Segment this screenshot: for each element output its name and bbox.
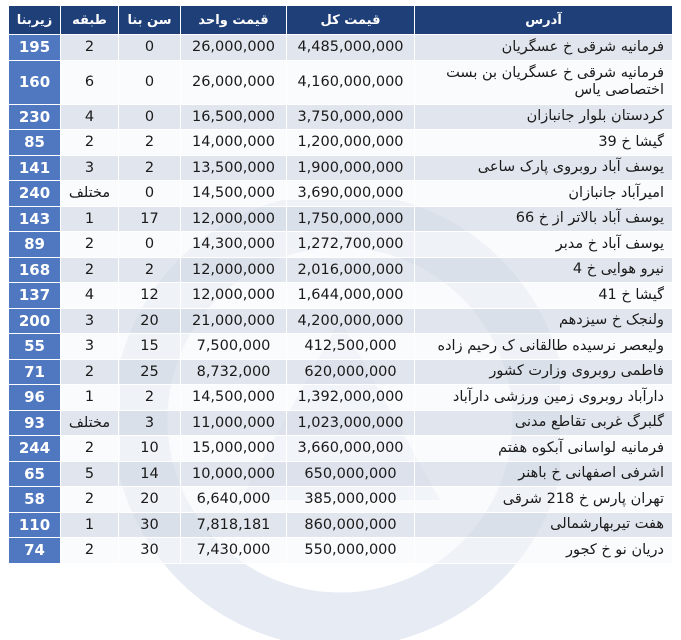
cell-floor: 2 bbox=[61, 538, 119, 564]
cell-area: 96 bbox=[9, 385, 61, 411]
header-area: زیربنا bbox=[9, 6, 61, 35]
cell-address: فرمانیه لواسانی آبکوه هفتم bbox=[415, 436, 673, 462]
cell-area: 71 bbox=[9, 359, 61, 385]
cell-unit-price: 6,640,000 bbox=[181, 487, 287, 513]
cell-age: 10 bbox=[119, 436, 181, 462]
cell-unit-price: 14,000,000 bbox=[181, 130, 287, 156]
cell-unit-price: 26,000,000 bbox=[181, 60, 287, 104]
cell-floor: 2 bbox=[61, 359, 119, 385]
cell-address: نیرو هوایی خ 4 bbox=[415, 257, 673, 283]
cell-unit-price: 16,500,000 bbox=[181, 104, 287, 130]
cell-unit-price: 12,000,000 bbox=[181, 283, 287, 309]
cell-area: 55 bbox=[9, 334, 61, 360]
cell-address: امیرآباد جانبازان bbox=[415, 181, 673, 207]
cell-age: 17 bbox=[119, 206, 181, 232]
cell-total-price: 4,485,000,000 bbox=[287, 35, 415, 61]
cell-address: تهران پارس خ 218 شرقی bbox=[415, 487, 673, 513]
cell-age: 15 bbox=[119, 334, 181, 360]
cell-age: 20 bbox=[119, 308, 181, 334]
table-row bbox=[9, 385, 673, 411]
cell-area: 200 bbox=[9, 308, 61, 334]
cell-floor: 5 bbox=[61, 461, 119, 487]
cell-floor: 2 bbox=[61, 232, 119, 258]
table-body bbox=[9, 35, 673, 564]
cell-floor: 3 bbox=[61, 155, 119, 181]
table-row bbox=[9, 35, 673, 61]
cell-total-price: 412,500,000 bbox=[287, 334, 415, 360]
cell-area: 137 bbox=[9, 283, 61, 309]
cell-total-price: 4,160,000,000 bbox=[287, 60, 415, 104]
cell-address: ولیعصر نرسیده طالقانی ک رحیم زاده bbox=[415, 334, 673, 360]
table-row bbox=[9, 257, 673, 283]
cell-unit-price: 14,500,000 bbox=[181, 385, 287, 411]
cell-address: کردستان بلوار جانبازان bbox=[415, 104, 673, 130]
cell-unit-price: 15,000,000 bbox=[181, 436, 287, 462]
cell-area: 110 bbox=[9, 512, 61, 538]
table-row bbox=[9, 436, 673, 462]
cell-floor: 1 bbox=[61, 385, 119, 411]
cell-area: 85 bbox=[9, 130, 61, 156]
cell-age: 0 bbox=[119, 35, 181, 61]
cell-address: ولنجک خ سیزدهم bbox=[415, 308, 673, 334]
table-row bbox=[9, 308, 673, 334]
cell-age: 25 bbox=[119, 359, 181, 385]
cell-total-price: 4,200,000,000 bbox=[287, 308, 415, 334]
cell-total-price: 1,900,000,000 bbox=[287, 155, 415, 181]
table-row bbox=[9, 232, 673, 258]
header-total-price: قیمت کل bbox=[287, 6, 415, 35]
cell-total-price: 550,000,000 bbox=[287, 538, 415, 564]
cell-area: 141 bbox=[9, 155, 61, 181]
cell-address: گلبرگ غربی تقاطع مدنی bbox=[415, 410, 673, 436]
cell-unit-price: 7,500,000 bbox=[181, 334, 287, 360]
table-row bbox=[9, 283, 673, 309]
cell-area: 143 bbox=[9, 206, 61, 232]
cell-address: هفت تیربهارشمالی bbox=[415, 512, 673, 538]
cell-total-price: 1,644,000,000 bbox=[287, 283, 415, 309]
cell-floor: 2 bbox=[61, 130, 119, 156]
cell-age: 0 bbox=[119, 104, 181, 130]
cell-address: اشرفی اصفهانی خ باهنر bbox=[415, 461, 673, 487]
table-row bbox=[9, 410, 673, 436]
cell-floor: 3 bbox=[61, 308, 119, 334]
cell-address: گیشا خ 39 bbox=[415, 130, 673, 156]
table-row bbox=[9, 155, 673, 181]
cell-floor: 2 bbox=[61, 436, 119, 462]
header-unit-price: قیمت واحد bbox=[181, 6, 287, 35]
table-row bbox=[9, 104, 673, 130]
cell-total-price: 3,660,000,000 bbox=[287, 436, 415, 462]
cell-age: 0 bbox=[119, 181, 181, 207]
cell-floor: 2 bbox=[61, 257, 119, 283]
cell-area: 230 bbox=[9, 104, 61, 130]
cell-age: 20 bbox=[119, 487, 181, 513]
cell-address: یوسف آباد بالاتر از خ 66 bbox=[415, 206, 673, 232]
cell-total-price: 1,392,000,000 bbox=[287, 385, 415, 411]
cell-age: 30 bbox=[119, 512, 181, 538]
cell-address: یوسف آباد خ مدبر bbox=[415, 232, 673, 258]
cell-area: 58 bbox=[9, 487, 61, 513]
cell-total-price: 1,272,700,000 bbox=[287, 232, 415, 258]
cell-address: دارآباد روبروی زمین ورزشی دارآباد bbox=[415, 385, 673, 411]
cell-age: 2 bbox=[119, 385, 181, 411]
cell-total-price: 3,690,000,000 bbox=[287, 181, 415, 207]
cell-floor: 4 bbox=[61, 104, 119, 130]
table-row bbox=[9, 512, 673, 538]
cell-unit-price: 12,000,000 bbox=[181, 257, 287, 283]
cell-total-price: 620,000,000 bbox=[287, 359, 415, 385]
cell-age: 2 bbox=[119, 130, 181, 156]
table-row bbox=[9, 60, 673, 104]
cell-floor: 6 bbox=[61, 60, 119, 104]
cell-unit-price: 13,500,000 bbox=[181, 155, 287, 181]
cell-floor: مختلف bbox=[61, 410, 119, 436]
table-header-row bbox=[9, 6, 673, 35]
cell-area: 89 bbox=[9, 232, 61, 258]
cell-area: 195 bbox=[9, 35, 61, 61]
cell-unit-price: 7,430,000 bbox=[181, 538, 287, 564]
cell-age: 2 bbox=[119, 155, 181, 181]
cell-age: 3 bbox=[119, 410, 181, 436]
table-row bbox=[9, 538, 673, 564]
cell-floor: 4 bbox=[61, 283, 119, 309]
cell-age: 12 bbox=[119, 283, 181, 309]
table-row bbox=[9, 334, 673, 360]
cell-area: 74 bbox=[9, 538, 61, 564]
cell-floor: مختلف bbox=[61, 181, 119, 207]
cell-total-price: 385,000,000 bbox=[287, 487, 415, 513]
header-age: سن بنا bbox=[119, 6, 181, 35]
table-row bbox=[9, 461, 673, 487]
table-row bbox=[9, 181, 673, 207]
cell-unit-price: 10,000,000 bbox=[181, 461, 287, 487]
cell-total-price: 1,200,000,000 bbox=[287, 130, 415, 156]
cell-unit-price: 26,000,000 bbox=[181, 35, 287, 61]
cell-address: فاطمی روبروی وزارت کشور bbox=[415, 359, 673, 385]
cell-floor: 3 bbox=[61, 334, 119, 360]
cell-area: 93 bbox=[9, 410, 61, 436]
cell-age: 2 bbox=[119, 257, 181, 283]
cell-age: 30 bbox=[119, 538, 181, 564]
cell-area: 65 bbox=[9, 461, 61, 487]
header-address: آدرس bbox=[415, 6, 673, 35]
cell-age: 0 bbox=[119, 60, 181, 104]
cell-address: دریان نو خ کجور bbox=[415, 538, 673, 564]
cell-unit-price: 14,500,000 bbox=[181, 181, 287, 207]
cell-age: 0 bbox=[119, 232, 181, 258]
cell-address: گیشا خ 41 bbox=[415, 283, 673, 309]
cell-address: فرمانیه شرقی خ عسگریان bbox=[415, 35, 673, 61]
cell-unit-price: 12,000,000 bbox=[181, 206, 287, 232]
cell-floor: 1 bbox=[61, 206, 119, 232]
cell-total-price: 860,000,000 bbox=[287, 512, 415, 538]
cell-unit-price: 21,000,000 bbox=[181, 308, 287, 334]
cell-address: فرمانیه شرقی خ عسگریان بن بست اختصاصی یاس bbox=[415, 60, 673, 104]
table-row bbox=[9, 359, 673, 385]
cell-total-price: 1,750,000,000 bbox=[287, 206, 415, 232]
property-price-table bbox=[8, 5, 673, 564]
cell-total-price: 650,000,000 bbox=[287, 461, 415, 487]
cell-floor: 2 bbox=[61, 487, 119, 513]
table-row bbox=[9, 206, 673, 232]
cell-unit-price: 7,818,181 bbox=[181, 512, 287, 538]
cell-total-price: 3,750,000,000 bbox=[287, 104, 415, 130]
cell-address: یوسف آباد روبروی پارک ساعی bbox=[415, 155, 673, 181]
cell-area: 244 bbox=[9, 436, 61, 462]
cell-area: 168 bbox=[9, 257, 61, 283]
cell-age: 14 bbox=[119, 461, 181, 487]
cell-area: 160 bbox=[9, 60, 61, 104]
cell-unit-price: 8,732,000 bbox=[181, 359, 287, 385]
cell-unit-price: 11,000,000 bbox=[181, 410, 287, 436]
cell-total-price: 1,023,000,000 bbox=[287, 410, 415, 436]
table-row bbox=[9, 487, 673, 513]
cell-floor: 2 bbox=[61, 35, 119, 61]
cell-unit-price: 14,300,000 bbox=[181, 232, 287, 258]
cell-area: 240 bbox=[9, 181, 61, 207]
cell-floor: 1 bbox=[61, 512, 119, 538]
header-floor: طبقه bbox=[61, 6, 119, 35]
table-row bbox=[9, 130, 673, 156]
cell-total-price: 2,016,000,000 bbox=[287, 257, 415, 283]
